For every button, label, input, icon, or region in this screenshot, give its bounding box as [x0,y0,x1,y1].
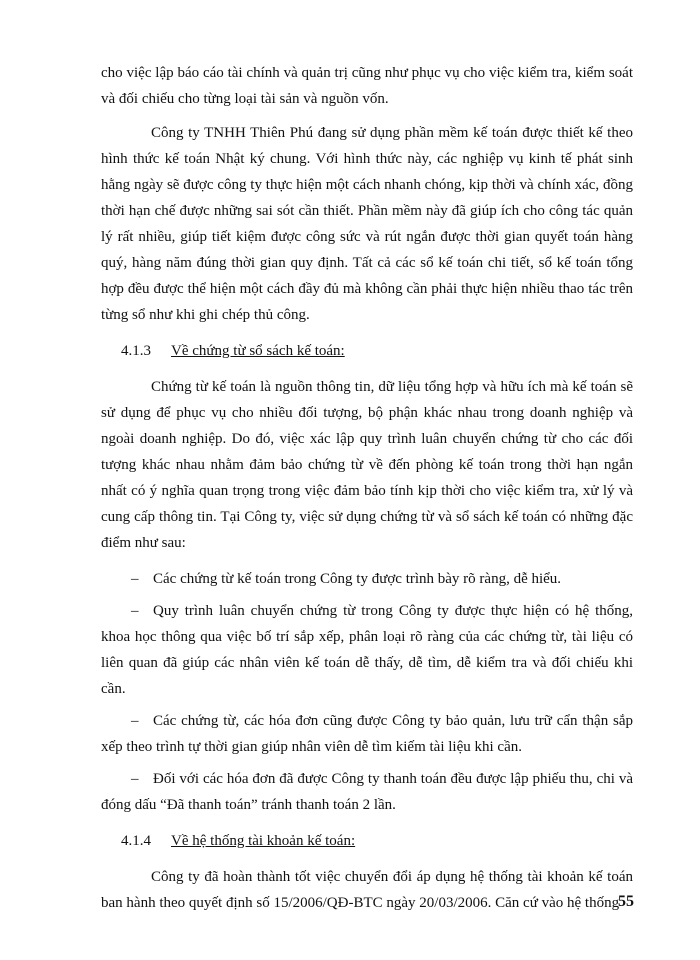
paragraph-vouchers: Chứng từ kế toán là nguồn thông tin, dữ liệu tổng hợp và hữu ích mà kế toán sẽ sử dụng để phục vụ cho nhiều đối tượng, bộ phận khác nhau trong doanh nghiệp và ngoài doanh nghiệp. Do đó, việc xác lập quy trình luân chuyển chứng từ cho các đối tượng khác nhau nhằm đảm bảo chứng từ về đến phòng kế toán trong thời hạn ngắn nhất có ý nghĩa quan trọng trong việc đảm bảo tính kịp thời cho việc kiểm tra, xử lý và cung cấp thông tin. Tại Công ty, việc sử dụng chứng từ và sổ sách kế toán có những đặc điểm như sau: [101,379,633,551]
section-heading-4-1-3 [121,338,633,364]
paragraph-continued: cho việc lập báo cáo tài chính và quản trị cũng như phục vụ cho việc kiểm tra, kiểm soát và đối chiếu cho từng loại tài sản và nguồn vốn. [101,65,633,107]
bullet-item [101,566,633,592]
bullet-item [101,598,633,702]
section-title: Về chứng từ sổ sách kế toán: [171,343,345,359]
bullet-dash: – [131,771,139,787]
paragraph-accounts: Công ty đã hoàn thành tốt việc chuyển đổi áp dụng hệ thống tài khoản kế toán ban hành theo quyết định số 15/2006/QĐ-BTC ngày 20/03/2006. Căn cứ vào hệ thống [101,869,633,911]
paragraph-software: Công ty TNHH Thiên Phú đang sử dụng phần mềm kế toán được thiết kế theo hình thức kế toán Nhật ký chung. Với hình thức này, các nghiệp vụ kinh tế phát sinh hằng ngày sẽ được công ty thực hiện một cách nhanh chóng, kịp thời và chính xác, đồng thời hạn chế được những sai sót cần thiết. Phần mềm này đã giúp ích cho công tác quản lý rất nhiều, giúp tiết kiệm được công sức và rút ngắn được thời gian quyết toán hàng quý, hàng năm đúng thời gian quy định. Tất cả các sổ kế toán chi tiết, sổ kế toán tổng hợp đều được thể hiện một cách đầy đủ mà không cần phải thực hiện nhiều thao tác trên từng sổ như khi ghi chép thủ công. [101,125,633,323]
section-title: Về hệ thống tài khoản kế toán: [171,833,356,849]
section-heading-4-1-4 [121,828,633,854]
section-number: 4.1.3 [121,343,151,359]
bullet-text: Các chứng từ kế toán trong Công ty được trình bày rõ ràng, dễ hiểu. [153,571,562,587]
section-number: 4.1.4 [121,833,151,849]
bullet-dash: – [131,713,139,729]
page-body [101,60,633,916]
bullet-dash: – [131,603,139,619]
bullet-item [101,708,633,760]
bullet-dash: – [131,571,139,587]
page-number: 55 [618,893,634,910]
bullet-text: Quy trình luân chuyển chứng từ trong Công ty được thực hiện có hệ thống, khoa học thông qua việc bố trí sắp xếp, phân loại rõ ràng của các chứng từ, tài liệu có liên quan đã giúp các nhân viên kế toán dễ thấy, dễ tìm, dễ kiểm tra và đối chiếu khi cần. [101,603,633,697]
bullet-text: Đối với các hóa đơn đã được Công ty thanh toán đều được lập phiếu thu, chi và đóng dấu “Đã thanh toán” tránh thanh toán 2 lần. [101,771,633,813]
bullet-text: Các chứng từ, các hóa đơn cũng được Công ty bảo quản, lưu trữ cẩn thận sắp xếp theo trình tự thời gian giúp nhân viên dễ tìm kiếm tài liệu khi cần. [101,713,633,755]
bullet-item [101,766,633,818]
